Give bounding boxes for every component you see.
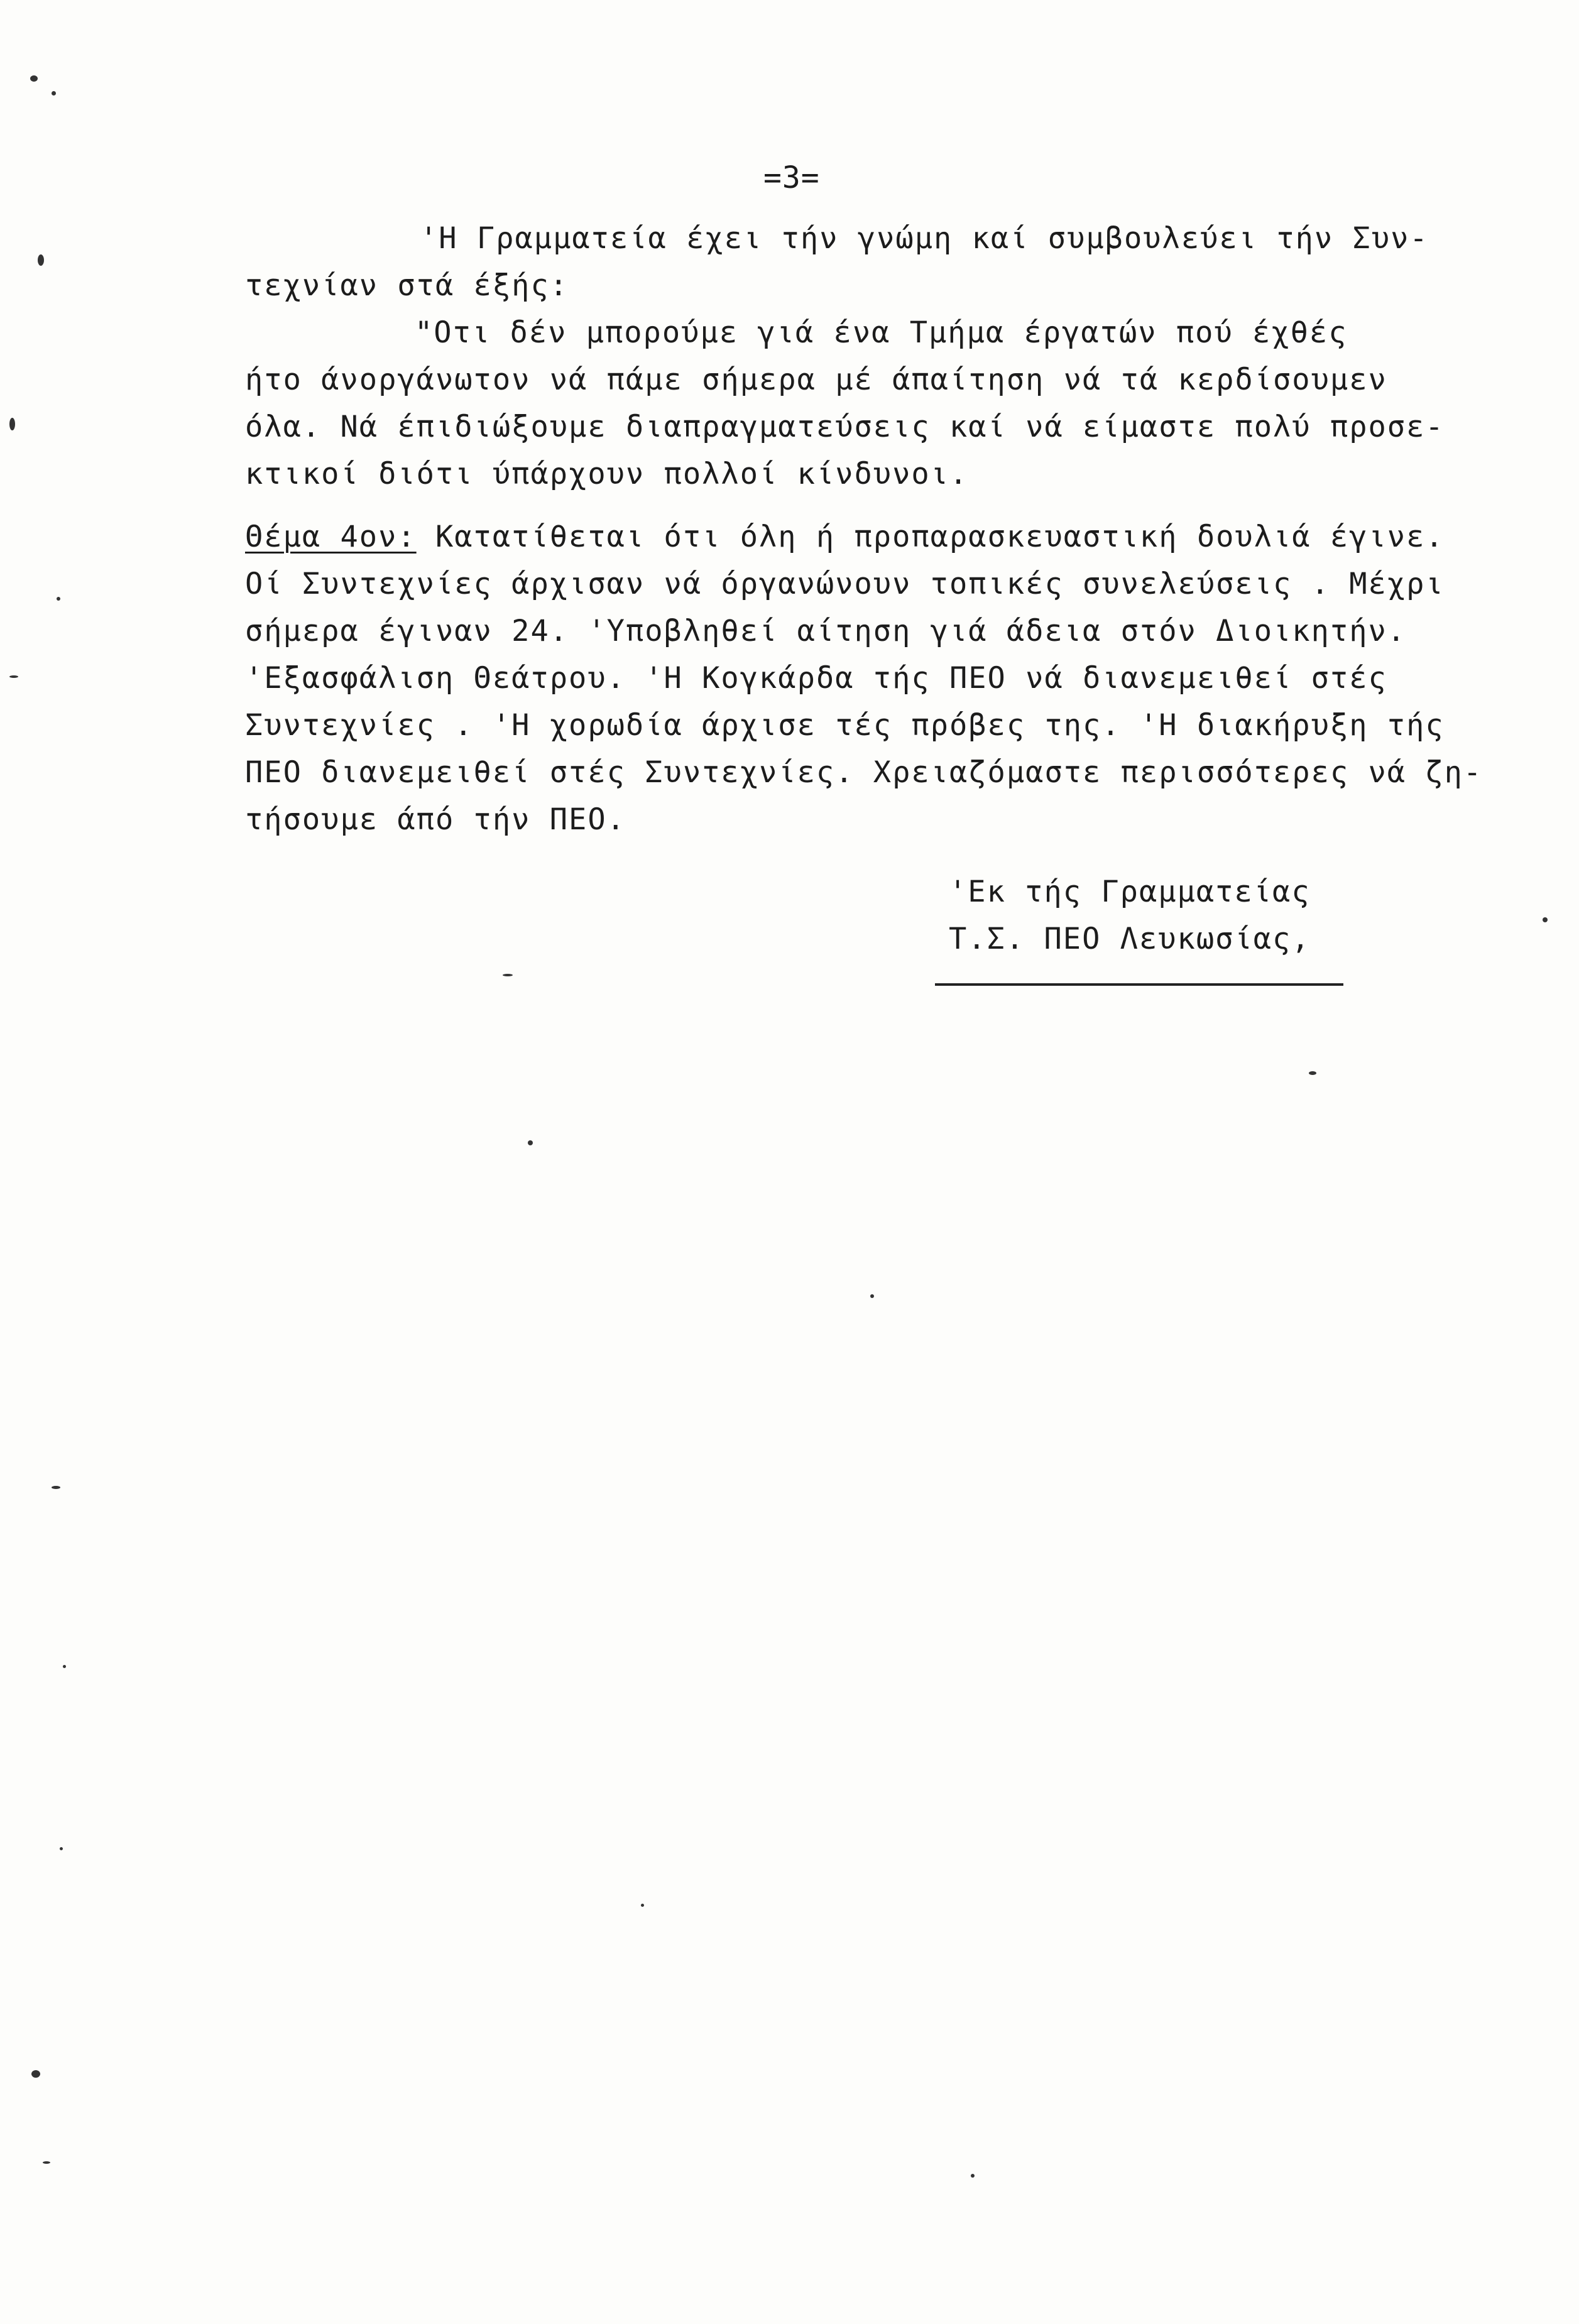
text-line: Οί Συντεχνίες άρχισαν νά όργανώνουν τοπικές συνελεύσεις . Μέχρι xyxy=(245,567,1445,601)
speck xyxy=(52,1486,60,1489)
signature-rule xyxy=(935,983,1343,986)
speck xyxy=(503,974,513,976)
signature-line-2: Τ.Σ. ΠΕΟ Λευκωσίας, xyxy=(949,922,1311,956)
topic-4-first-line: Κατατίθεται ότι όλη ή προπαρασκευαστική δουλιά έγινε. xyxy=(416,520,1445,554)
text-line xyxy=(245,518,1445,556)
speck xyxy=(31,2070,40,2078)
text-line: ήτο άνοργάνωτον νά πάμε σήμερα μέ άπαίτηση νά τά κερδίσουμεν xyxy=(245,363,1387,397)
text-line: σήμερα έγιναν 24. 'Υποβληθεί αίτηση γιά άδεια στόν Διοικητήν. xyxy=(245,614,1407,648)
speck xyxy=(1543,917,1548,922)
speck xyxy=(43,2161,50,2164)
speck xyxy=(60,1847,63,1850)
text-line: 'Η Γραμματεία έχει τήν γνώμη καί συμβουλεύει τήν Συν- xyxy=(420,221,1429,256)
speck xyxy=(641,1904,644,1907)
text-line: 'Εξασφάλιση Θεάτρου. 'Η Κογκάρδα τής ΠΕΟ νά διανεμειθεί στές xyxy=(245,661,1387,696)
text-line: ΠΕΟ διανεμειθεί στές Συντεχνίες. Χρειαζόμαστε περισσότερες νά ζη- xyxy=(245,755,1483,790)
text-line: όλα. Νά έπιδιώξουμε διαπραγματεύσεις καί νά είμαστε πολύ προσε- xyxy=(245,410,1445,444)
text-line: κτικοί διότι ύπάρχουν πολλοί κίνδυνοι. xyxy=(245,457,969,491)
speck xyxy=(870,1294,874,1298)
topic-4-label: Θέμα 4ον: xyxy=(245,520,417,554)
text-line: τεχνίαν στά έξής: xyxy=(245,268,569,303)
speck xyxy=(1309,1071,1316,1075)
speck xyxy=(9,418,15,430)
speck xyxy=(971,2174,975,2178)
speck xyxy=(38,254,44,266)
speck xyxy=(57,597,60,601)
text-line: Συντεχνίες . 'Η χορωδία άρχισε τές πρόβες της. 'Η διακήρυξη τής xyxy=(245,708,1445,743)
page-number: =3= xyxy=(763,160,820,195)
text-line: "Οτι δέν μπορούμε γιά ένα Τμήμα έργατών πού έχθές xyxy=(415,315,1348,350)
speck xyxy=(63,1665,66,1668)
speck xyxy=(30,75,38,82)
speck xyxy=(9,675,18,678)
speck xyxy=(52,91,56,95)
speck xyxy=(528,1140,533,1145)
signature-line-1: 'Εκ τής Γραμματείας xyxy=(949,875,1311,909)
text-line: τήσουμε άπό τήν ΠΕΟ. xyxy=(245,802,626,837)
